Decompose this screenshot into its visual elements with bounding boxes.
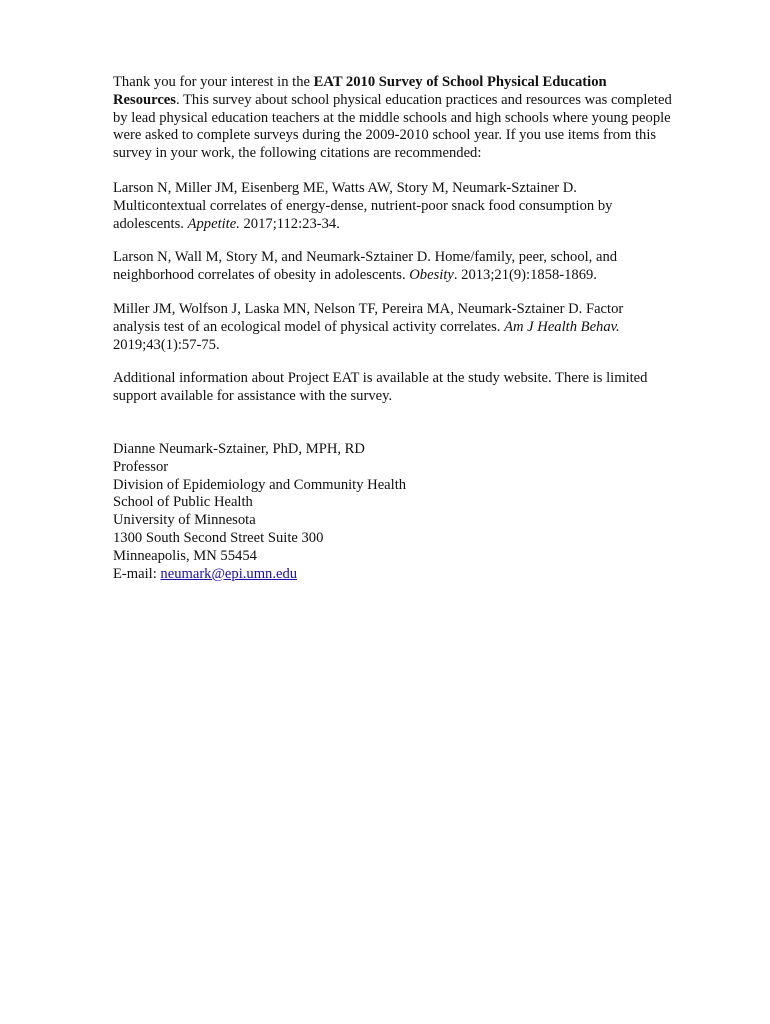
signature-title: Professor <box>113 458 169 475</box>
document-page <box>113 74 673 583</box>
signature-address: 1300 South Second Street Suite 300 <box>113 529 324 546</box>
signature-city: Minneapolis, MN 55454 <box>113 547 257 564</box>
email-label: E-mail: <box>113 565 161 582</box>
signature-school: School of Public Health <box>113 494 253 511</box>
intro-text-pre: Thank you for your interest in the <box>113 74 314 90</box>
signature-division: Division of Epidemiology and Community Health <box>113 476 407 493</box>
citation-1 <box>113 180 673 233</box>
citation-journal: Appetite. <box>187 215 240 232</box>
intro-text-post: . This survey about school physical education practices and resources was completed by lead physical education teachers at the middle schools and high schools where young people were asked to complete surveys during the 2009-2010 school year. If you use items from this survey in your work, the following citations are recommended: <box>113 91 672 162</box>
citation-authors: Larson N, Miller JM, Eisenberg ME, Watts AW, Story M, Neumark-Sztainer D. Multicontextual correlates of energy-dense, nutrient-poor snack food consumption by adolescents. <box>113 179 613 232</box>
signature-name: Dianne Neumark-Sztainer, PhD, MPH, RD <box>113 440 365 457</box>
citation-3 <box>113 301 673 354</box>
citation-details: . 2013;21(9):1858-1869. <box>453 267 597 284</box>
citation-details: 2017;112:23-34. <box>239 215 340 232</box>
intro-paragraph <box>113 74 673 163</box>
citation-journal: Am J Health Behav. <box>504 318 620 335</box>
signature-email-line <box>113 566 673 584</box>
survey-title: EAT 2010 Survey of School Physical Education Resources <box>113 74 607 108</box>
citation-details: 2019;43(1):57-75. <box>113 336 220 353</box>
citation-authors: Miller JM, Wolfson J, Laska MN, Nelson TF, Pereira MA, Neumark-Sztainer D. Factor analysis test of an ecological model of physical activity correlates. <box>113 300 624 335</box>
citation-authors: Larson N, Wall M, Story M, and Neumark-Sztainer D. Home/family, peer, school, and neighborhood correlates of obesity in adolescents. <box>113 249 618 284</box>
signature-block <box>113 441 673 583</box>
signature-university: University of Minnesota <box>113 512 256 529</box>
citation-2 <box>113 249 673 285</box>
email-link[interactable]: neumark@epi.umn.edu <box>160 565 298 582</box>
additional-info-paragraph: Additional information about Project EAT is available at the study website. There is limited support available for assistance with the survey. <box>113 370 648 405</box>
citation-journal: Obesity <box>409 267 454 284</box>
